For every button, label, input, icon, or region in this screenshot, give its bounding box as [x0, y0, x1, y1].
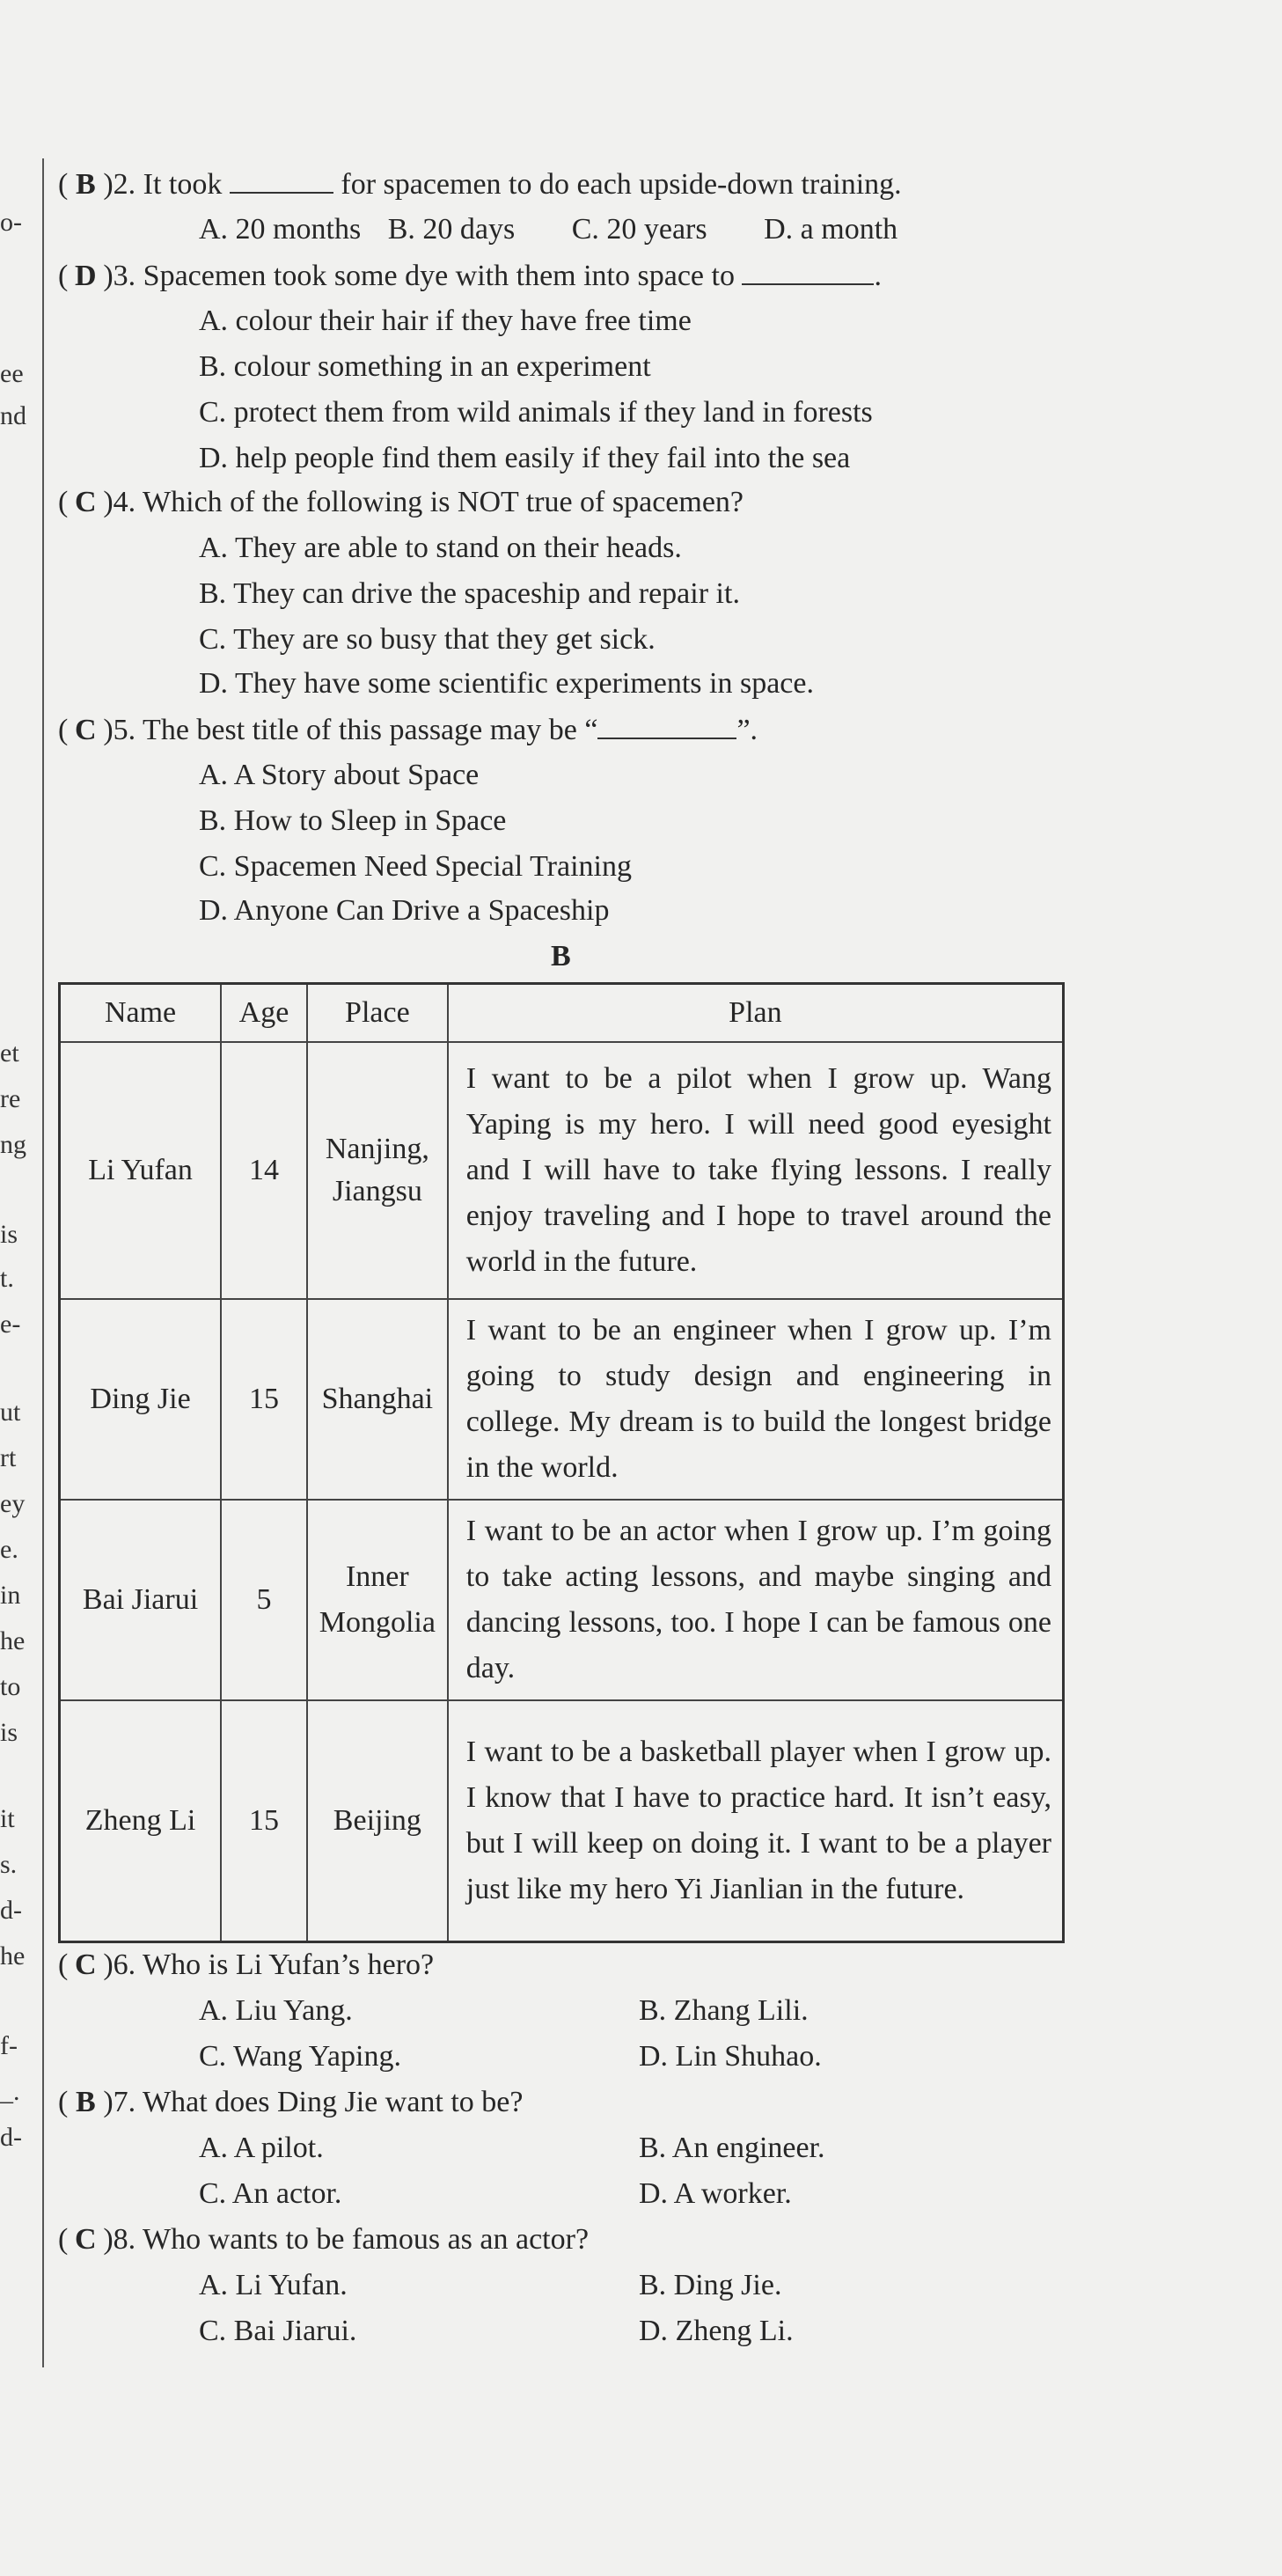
margin-fragment: ng — [0, 1130, 26, 1159]
plan-cell: I want to be an actor when I grow up. I’m going to take acting lessons, and maybe singing and dancing lessons, too. I hope I can be famous one day. — [448, 1500, 1064, 1700]
option: B. Zhang Lili. — [639, 1994, 809, 2027]
option: D. Anyone Can Drive a Spaceship — [199, 894, 610, 927]
answer-mark: C — [75, 2223, 97, 2256]
answer-blank — [230, 167, 333, 194]
question-4: ( C )4. Which of the following is NOT true of spacemen? — [58, 486, 744, 518]
answer-mark: C — [75, 714, 97, 746]
margin-fragment: ut — [0, 1398, 21, 1427]
option: C. 20 years — [571, 213, 707, 246]
place-cell: Shanghai — [307, 1299, 448, 1500]
option: C. An actor. — [199, 2177, 342, 2210]
column-header: Age — [221, 984, 307, 1043]
question-8: ( C )8. Who wants to be famous as an actor? — [58, 2223, 590, 2256]
name-cell: Bai Jiarui — [60, 1500, 222, 1700]
margin-fragment: nd — [0, 401, 26, 430]
margin-fragment: is — [0, 1718, 18, 1747]
plan-cell: I want to be an engineer when I grow up. I’m going to study design and engineering in college. My dream is to build the longest bridge in the world. — [448, 1299, 1064, 1500]
table-row — [60, 1700, 1064, 1941]
answer-mark: D — [75, 260, 97, 292]
age-cell: 14 — [221, 1042, 307, 1299]
margin-fragment: ee — [0, 359, 24, 388]
answer-mark: C — [75, 486, 97, 518]
margin-fragment: in — [0, 1581, 21, 1610]
table-header-row — [60, 984, 1064, 1043]
option: B. 20 days — [387, 213, 516, 246]
answer-blank — [742, 259, 874, 285]
option: A. Liu Yang. — [199, 1994, 353, 2027]
margin-fragment: f- — [0, 2031, 18, 2060]
age-cell: 5 — [221, 1500, 307, 1700]
option: D. a month — [764, 213, 898, 246]
margin-fragment: he — [0, 1941, 26, 1971]
margin-fragment: e. — [0, 1535, 18, 1564]
option: B. An engineer. — [639, 2132, 825, 2164]
age-cell: 15 — [221, 1299, 307, 1500]
answer-mark: C — [75, 1949, 97, 1981]
margin-fragment: o- — [0, 208, 22, 237]
table-row — [60, 1500, 1064, 1700]
option: D. They have some scientific experiments in space. — [199, 667, 814, 700]
question-3: ( D )3. Spacemen took some dye with them into space to . — [58, 260, 882, 292]
margin-fragment: s. — [0, 1850, 18, 1879]
option: C. Spacemen Need Special Training — [199, 850, 632, 883]
option: A. A pilot. — [199, 2132, 324, 2164]
age-cell: 15 — [221, 1700, 307, 1941]
question-6: ( C )6. Who is Li Yufan’s hero? — [58, 1949, 435, 1981]
option: B. How to Sleep in Space — [199, 804, 507, 837]
margin-fragment: d- — [0, 1896, 22, 1925]
option: D. A worker. — [639, 2177, 792, 2210]
question-5: ( C )5. The best title of this passage may be “ ”. — [58, 714, 758, 746]
place-cell: Beijing — [307, 1700, 448, 1941]
column-header: Place — [307, 984, 448, 1043]
name-cell: Li Yufan — [60, 1042, 222, 1299]
margin-fragment: et — [0, 1038, 19, 1068]
margin-fragment: it — [0, 1804, 15, 1833]
option: D. help people find them easily if they fail into the sea — [199, 442, 851, 474]
answer-mark: B — [75, 168, 96, 201]
name-cell: Ding Jie — [60, 1299, 222, 1500]
table-row — [60, 1299, 1064, 1500]
question-2-options — [199, 213, 917, 246]
answer-blank — [597, 713, 736, 739]
margin-fragment: rt — [0, 1443, 17, 1472]
margin-fragment: ey — [0, 1489, 26, 1518]
option: D. Lin Shuhao. — [639, 2040, 822, 2073]
name-cell: Zheng Li — [60, 1700, 222, 1941]
option: C. protect them from wild animals if they land in forests — [199, 396, 873, 429]
margin-fragment: re — [0, 1084, 21, 1113]
margin-fragment: he — [0, 1626, 26, 1655]
option: A. A Story about Space — [199, 759, 480, 791]
option: C. Bai Jiarui. — [199, 2315, 357, 2347]
margin-fragment: t. — [0, 1264, 14, 1293]
margin-fragment: d- — [0, 2123, 22, 2152]
place-cell: Nanjing, Jiangsu — [307, 1042, 448, 1299]
table-row — [60, 1042, 1064, 1299]
dream-jobs-table — [58, 982, 1065, 1943]
option: A. 20 months — [199, 213, 362, 246]
margin-fragment: _. — [0, 2077, 20, 2106]
option: C. Wang Yaping. — [199, 2040, 401, 2073]
option: A. They are able to stand on their heads. — [199, 532, 682, 564]
question-2: ( B )2. It took for spacemen to do each upside-down training. — [58, 168, 902, 201]
answer-mark: B — [75, 2086, 96, 2118]
place-cell: Inner Mongolia — [307, 1500, 448, 1700]
plan-cell: I want to be a basketball player when I grow up. I know that I have to practice hard. It isn’t easy, but I will keep on doing it. I want to be a player just like my hero Yi Jianlian in the future. — [448, 1700, 1064, 1941]
option: C. They are so busy that they get sick. — [199, 623, 656, 656]
option: A. colour their hair if they have free time — [199, 305, 692, 337]
plan-cell: I want to be a pilot when I grow up. Wang Yaping is my hero. I will need good eyesight and I will have to take flying lessons. I really enjoy traveling and I hope to travel around the world in the future. — [448, 1042, 1064, 1299]
question-7: ( B )7. What does Ding Jie want to be? — [58, 2086, 524, 2118]
column-divider — [42, 158, 44, 2367]
option: B. colour something in an experiment — [199, 350, 651, 383]
margin-fragment: to — [0, 1672, 21, 1701]
margin-fragment: is — [0, 1220, 18, 1249]
option: B. Ding Jie. — [639, 2269, 782, 2301]
option: A. Li Yufan. — [199, 2269, 348, 2301]
option: B. They can drive the spaceship and repair it. — [199, 577, 740, 610]
margin-fragment: e- — [0, 1310, 21, 1339]
column-header: Plan — [448, 984, 1064, 1043]
option: D. Zheng Li. — [639, 2315, 794, 2347]
section-label: B — [551, 940, 571, 972]
column-header: Name — [60, 984, 222, 1043]
